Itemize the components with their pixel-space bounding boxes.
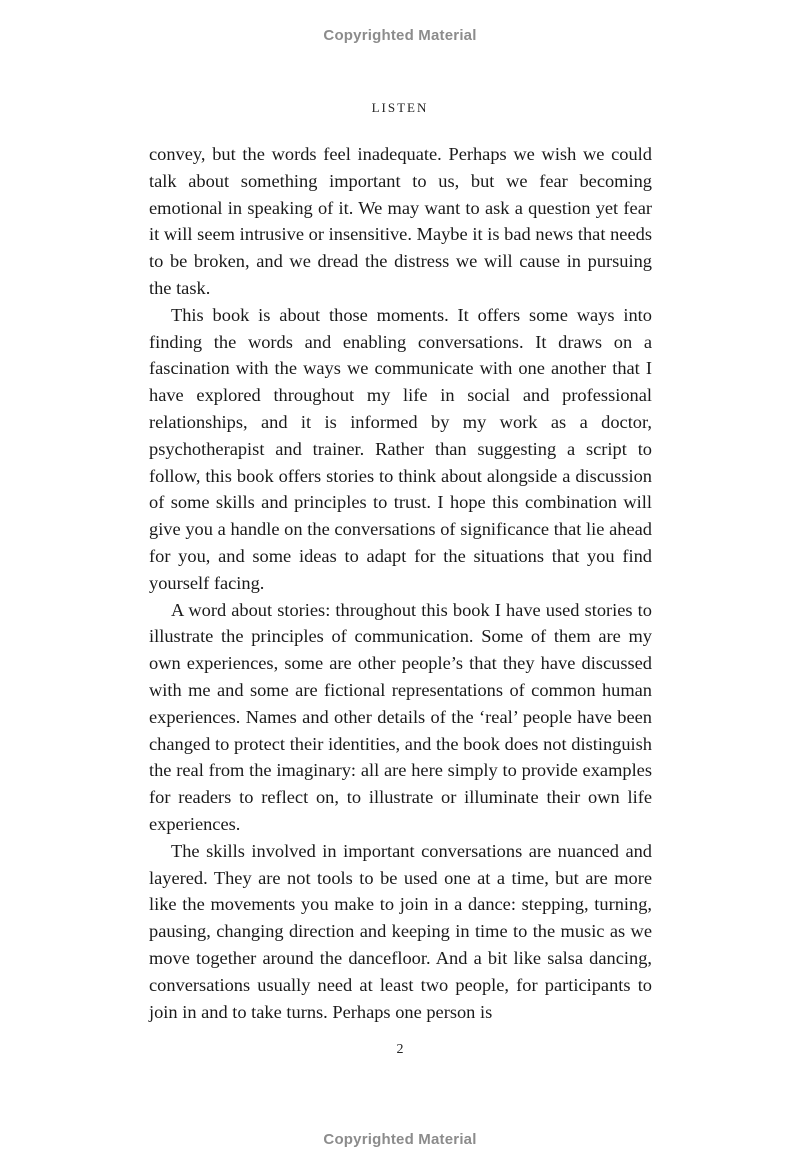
paragraph: This book is about those moments. It offers some ways into finding the words and enabling conversations. It draws on a fascination with the ways we communicate with one another that I have explored throughout my life in social and professional relationships, and it is informed by my work as a doctor, psychotherapist and trainer. Rather than suggesting a script to follow, this book offers stories to think about alongside a discussion of some skills and principles to trust. I hope this combination will give you a handle on the conversations of significance that lie ahead for you, and some ideas to adapt for the situations that you find yourself facing.	[149, 304, 652, 593]
copyright-watermark-bottom: Copyrighted Material	[323, 1131, 477, 1148]
page-number: 2	[396, 1042, 404, 1057]
running-head: LISTEN	[371, 100, 429, 115]
paragraph: A word about stories: throughout this book I have used stories to illustrate the principles of communication. Some of them are my own experiences, some are other people’s that they have discussed with me and some are fictional representations of common human experiences. Names and other details of the ‘real’ people have been changed to protect their identities, and the book does not distinguish the real from the imaginary: all are here simply to provide examples for readers to reflect on, to illustrate or illuminate their own life experiences.	[149, 599, 652, 834]
paragraph: convey, but the words feel inadequate. Perhaps we wish we could talk about something important to us, but we fear becoming emotional in speaking of it. We may want to ask a question yet fear it will seem intrusive or insensitive. Maybe it is bad news that needs to be broken, and we dread the distress we will cause in pursuing the task.	[149, 144, 652, 298]
copyright-watermark-top: Copyrighted Material	[323, 27, 477, 44]
paragraph: The skills involved in important conversations are nuanced and layered. They are not tools to be used one at a time, but are more like the movements you make to join in a dance: stepping, turning, pausing, changing direction and keeping in time to the music as we move together around the dancefloor. And a bit like salsa dancing, conversations usually need at least two people, for participants to join in and to take turns. Perhaps one person is	[149, 840, 652, 1022]
body-text	[149, 141, 652, 1025]
